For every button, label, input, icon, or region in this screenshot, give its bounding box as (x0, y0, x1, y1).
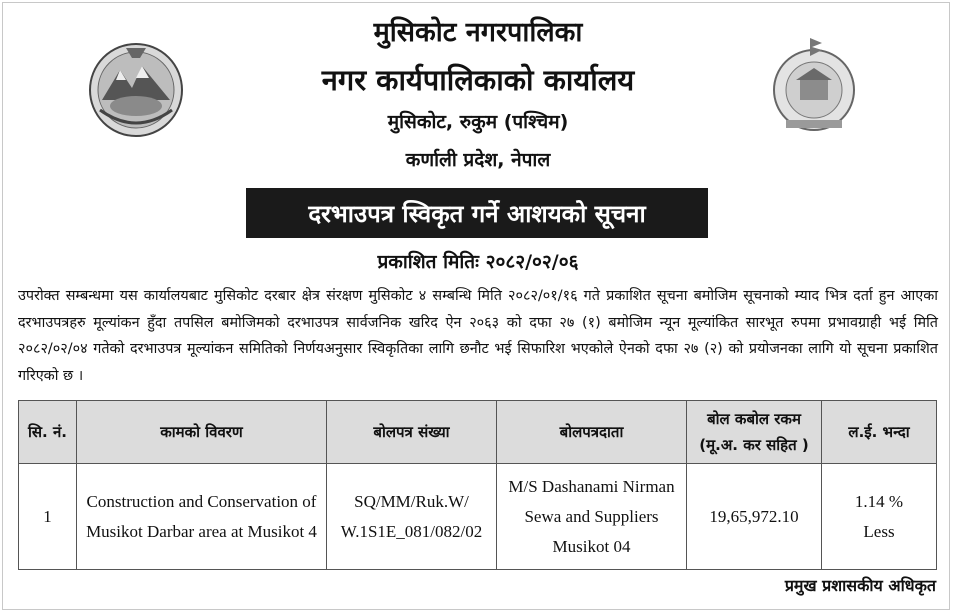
header-amount-line2: (मू.अ. कर सहित ) (699, 436, 809, 454)
cell-estimate (822, 464, 937, 570)
signatory-title: प्रमुख प्रशासकीय अधिकृत (784, 576, 936, 595)
municipality-name: मुसिकोट नगरपालिका (373, 17, 583, 48)
province-name: कर्णाली प्रदेश, नेपाल (405, 149, 551, 171)
cell-work: Construction and Conservation of Musikot Darbar area at Musikot 4 (77, 464, 327, 570)
header-sn: सि. नं. (19, 401, 77, 464)
header-amount-line1: बोल कबोल रकम (707, 410, 801, 428)
table-header-row (19, 401, 937, 464)
table-row (19, 464, 937, 570)
office-name: नगर कार्यपालिकाको कार्यालय (321, 63, 635, 97)
cell-bid-no: SQ/MM/Ruk.W/ W.1S1E_081/082/02 (327, 464, 497, 570)
notice-title (246, 188, 708, 238)
cell-bidder: M/S Dashanami Nirman Sewa and Suppliers Musikot 04 (497, 464, 687, 570)
cell-estimate-dir: Less (863, 521, 895, 541)
cell-sn: 1 (19, 464, 77, 570)
office-address: मुसिकोट, रुकुम (पश्चिम) (387, 111, 569, 133)
header-bidder: बोलपत्रदाता (497, 401, 687, 464)
header-bid-no: बोलपत्र संख्या (327, 401, 497, 464)
cell-amount: 19,65,972.10 (687, 464, 822, 570)
published-date: प्रकाशित मितिः २०८२/०२/०६ (377, 251, 579, 273)
notice-title-text: दरभाउपत्र स्विकृत गर्ने आशयको सूचना (308, 199, 646, 228)
header-amount (687, 401, 822, 464)
header-estimate: ल.ई. भन्दा (822, 401, 937, 464)
header-work: कामको विवरण (77, 401, 327, 464)
notice-body: उपरोक्त सम्बन्धमा यस कार्यालयबाट मुसिकोट दरबार क्षेत्र संरक्षण मुसिकोट ४ सम्बन्धि मिति २०८२/०१/१६ गते प्रकाशित सूचना बमोजिम सूचनाको म्याद भित्र दर्ता हुन आएका दरभाउपत्रहरु मूल्यांकन हुँदा तपसिल बमोजिमको दरभाउपत्र सार्वजनिक खरिद ऐन २०६३ को दफा २७ (१) बमोजिम न्यून मूल्यांकित सारभूत रुपमा प्रभावग्राही भई मिति २०८२/०२/०४ गतेको दरभाउपत्र मूल्यांकन समितिको निर्णयअनुसार स्विकृतिका लागि छनौट भई सिफारिश भएकोले ऐनको दफा २७ (२) को प्रयोजनका लागि यो सूचना प्रकाशित गरिएको छ । (18, 288, 938, 384)
bid-award-table (18, 400, 937, 570)
cell-estimate-pct: 1.14 % (854, 491, 904, 511)
